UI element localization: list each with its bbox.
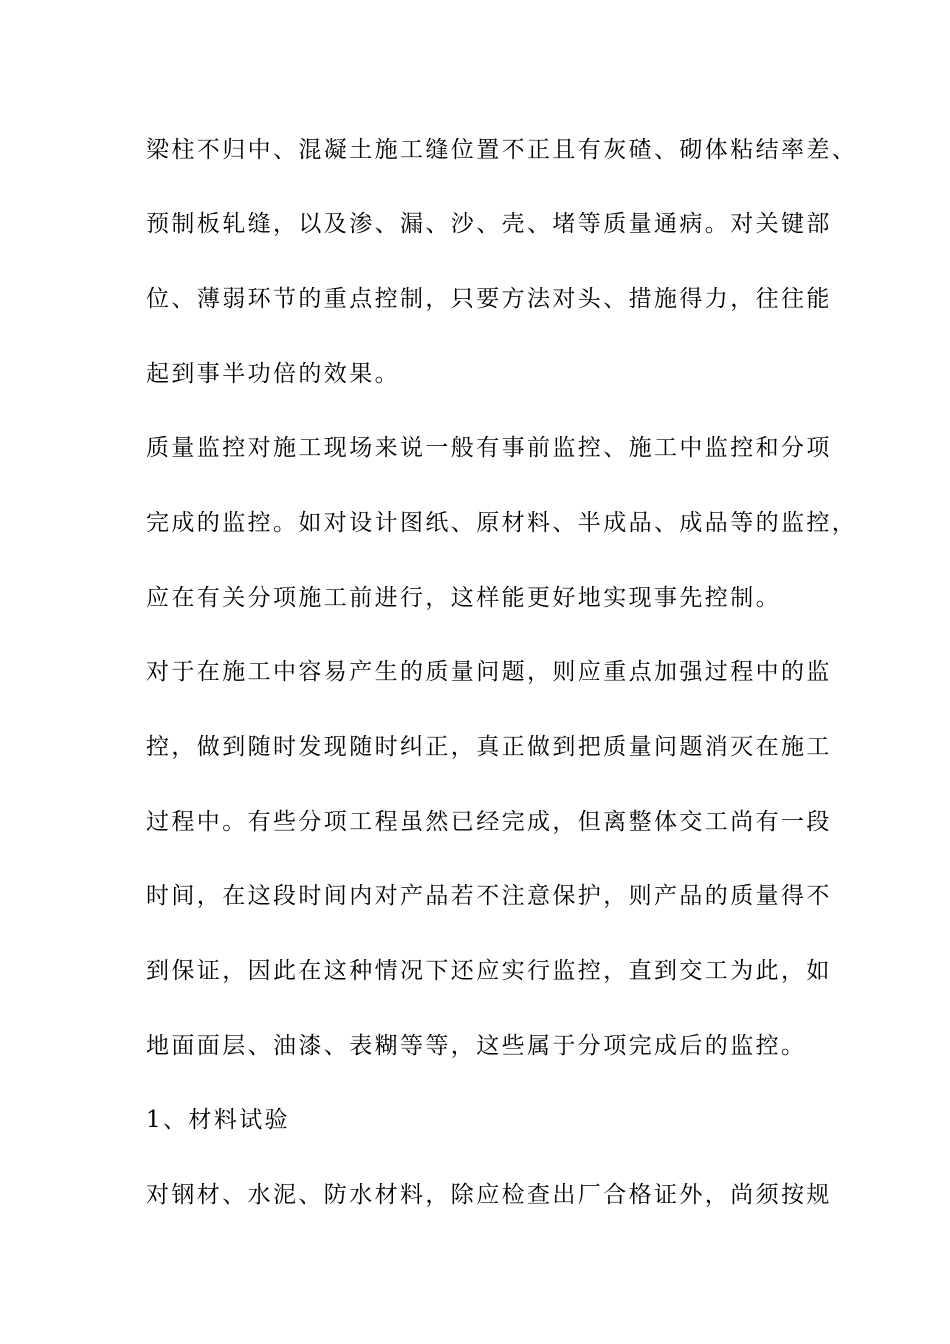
section-heading: 1、材料试验	[146, 1107, 291, 1133]
text-line: 时间，在这段时间内对产品若不注意保护，则产品的质量得不	[146, 883, 832, 909]
text-line: 对钢材、水泥、防水材料，除应检查出厂合格证外，尚须按规	[146, 1182, 832, 1208]
text-line: 过程中。有些分项工程虽然已经完成，但离整体交工尚有一段	[146, 809, 832, 835]
text-line: 到保证，因此在这种情况下还应实行监控，直到交工为此，如	[146, 958, 832, 984]
text-line: 对于在施工中容易产生的质量问题，则应重点加强过程中的监	[146, 659, 832, 685]
text-line: 应在有关分项施工前进行，这样能更好地实现事先控制。	[146, 585, 781, 611]
text-line: 质量监控对施工现场来说一般有事前监控、施工中监控和分项	[146, 435, 832, 461]
text-line: 预制板轧缝，以及渗、漏、沙、壳、堵等质量通病。对关键部	[146, 211, 832, 237]
text-line: 完成的监控。如对设计图纸、原材料、半成品、成品等的监控，	[146, 510, 858, 536]
text-line: 控，做到随时发现随时纠正，真正做到把质量问题消灭在施工	[146, 734, 832, 760]
text-line: 起到事半功倍的效果。	[146, 361, 400, 387]
text-line: 地面面层、油漆、表糊等等，这些属于分项完成后的监控。	[146, 1033, 807, 1059]
text-line: 梁柱不归中、混凝土施工缝位置不正且有灰碴、砌体粘结率差、	[146, 137, 858, 163]
text-line: 位、薄弱环节的重点控制，只要方法对头、措施得力，往往能	[146, 286, 832, 312]
